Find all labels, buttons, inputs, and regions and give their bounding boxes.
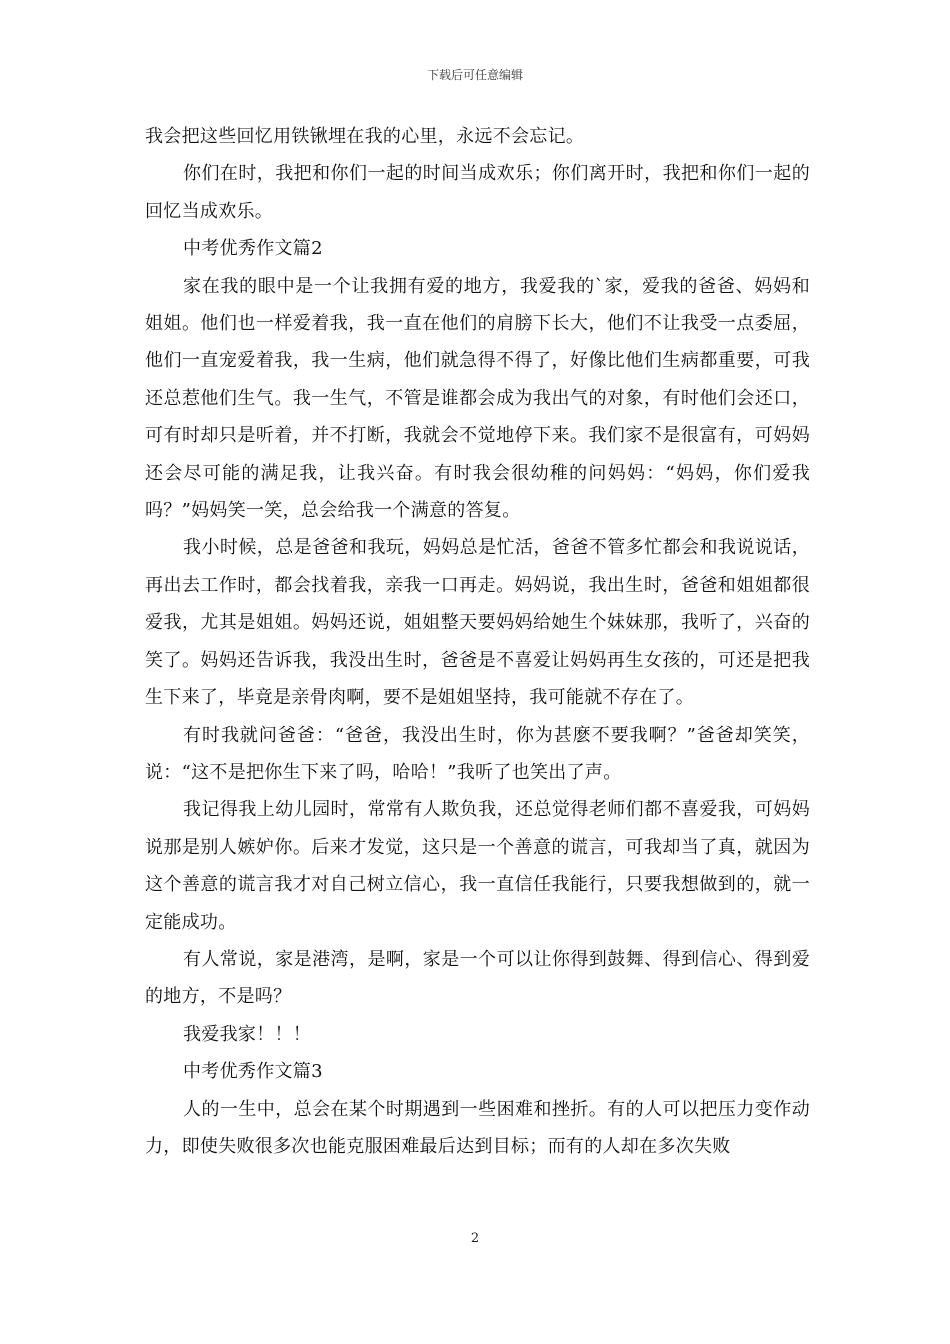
paragraph-childhood: 我小时候，总是爸爸和我玩，妈妈总是忙活，爸爸不管多忙都会和我说说话，再出去工作时，都会找着我，亲我一口再走。妈妈说，我出生时，爸爸和姐姐都很爱我，尤其是姐姐。妈妈还说，姐姐整天要妈妈给她生个妹妹那，我听了，兴奋的笑了。妈妈还告诉我，我没出生时，爸爸是不喜爱让妈妈再生女孩的，可还是把我生下来了，毕竟是亲骨肉啊，要不是姐姐坚持，我可能就不存在了。 — [145, 537, 810, 709]
paragraph-love-home: 我爱我家！！！ — [183, 1023, 312, 1045]
page-header: 下载后可任意编辑 — [426, 68, 523, 82]
paragraph-harbor: 有人常说，家是港湾，是啊，家是一个可以让你得到鼓舞、得到信心、得到爱的地方，不是吗？ — [145, 948, 810, 1008]
paragraph-kindergarten: 我记得我上幼儿园时，常常有人欺负我，还总觉得老师们都不喜爱我，可妈妈说那是别人嫉妒你。后来才发觉，这只是一个善意的谎言，可我却当了真，就因为这个善意的谎言我才对自己树立信心，我一直信任我能行，只要我想做到的，就一定能成功。 — [145, 799, 810, 933]
page-number: 2 — [470, 1231, 480, 1246]
section-heading-essay-3: 中考优秀作文篇3 — [183, 1061, 323, 1083]
document-body — [145, 118, 810, 1165]
paragraph-ask-father: 有时我就问爸爸：“爸爸，我没出生时，你为甚麽不要我啊？”爸爸却笑笑，说：“这不是把你生下来了吗，哈哈！”我听了也笑出了声。 — [145, 724, 810, 783]
section-heading-essay-2: 中考优秀作文篇2 — [183, 238, 323, 260]
paragraph-hardship: 人的一生中，总会在某个时期遇到一些困难和挫折。有的人可以把压力变作动力，即使失败很多次也能克服困难最后达到目标；而有的人却在多次失败 — [145, 1098, 810, 1157]
paragraph-joy: 你们在时，我把和你们一起的时间当成欢乐；你们离开时，我把和你们一起的回忆当成欢乐。 — [145, 163, 810, 222]
paragraph-memory-line: 我会把这些回忆用铁锹埋在我的心里，永远不会忘记。 — [145, 126, 585, 147]
paragraph-home-love: 家在我的眼中是一个让我拥有爱的地方，我爱我的`家，爱我的爸爸、妈妈和姐姐。他们也一样爱着我，我一直在他们的肩膀下长大，他们不让我受一点委屈，他们一直宠爱着我，我一生病，他们就急得不得了，好像比他们生病都重要，可我还总惹他们生气。我一生气，不管是谁都会成为我出气的对象，有时他们会还口，可有时却只是听着，并不打断，我就会不觉地停下来。我们家不是很富有，可妈妈还会尽可能的满足我，让我兴奋。有时我会很幼稚的问妈妈：“妈妈，你们爱我吗？”妈妈笑一笑，总会给我一个满意的答复。 — [145, 275, 810, 522]
